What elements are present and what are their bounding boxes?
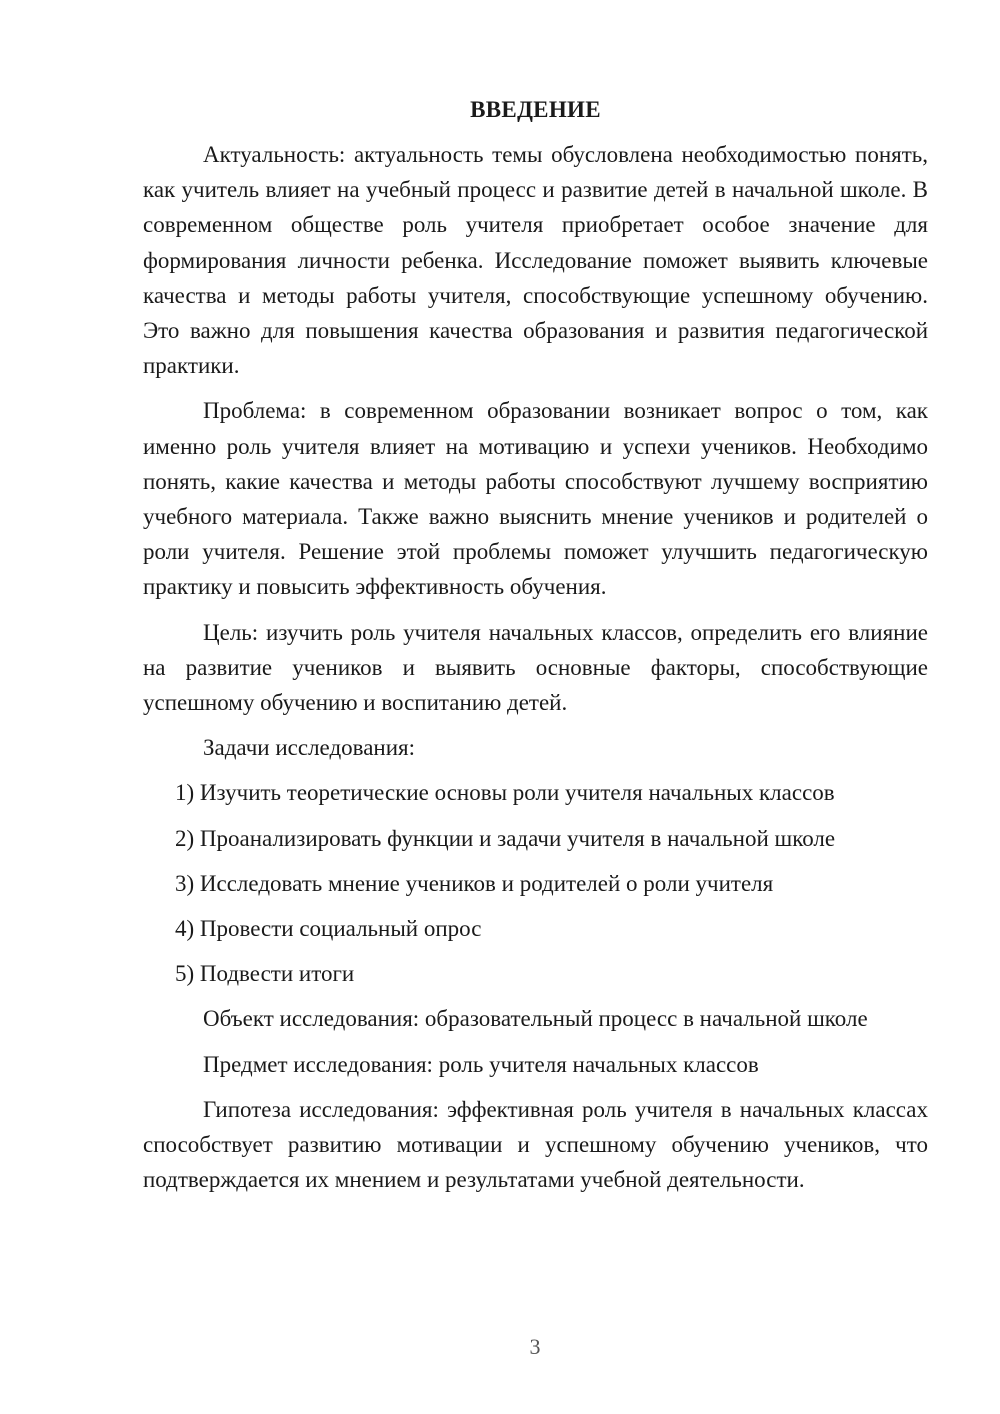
page-content xyxy=(143,92,928,1207)
goal-paragraph: Цель: изучить роль учителя начальных классов, определить его влияние на развитие учеников и выявить основные факторы, способствующие успешному обучению и воспитанию детей. xyxy=(143,619,928,716)
relevance-paragraph: Актуальность: актуальность темы обусловлена необходимостью понять, как учитель влияет на учебный процесс и развитие детей в начальной школе. В современном обществе роль учителя приобретает особое значение для формирования личности ребенка. Исследование поможет выявить ключевые качества и методы работы учителя, способствующие успешному обучению. Это важно для повышения качества образования и развития педагогической практики. xyxy=(143,142,928,379)
task-item-5: 5) Подвести итоги xyxy=(175,961,355,987)
page-number: 3 xyxy=(529,1334,541,1359)
task-item-1: 1) Изучить теоретические основы роли учителя начальных классов xyxy=(175,780,835,806)
subject-paragraph: Предмет исследования: роль учителя начальных классов xyxy=(203,1051,759,1077)
task-item-2: 2) Проанализировать функции и задачи учителя в начальной школе xyxy=(175,825,836,851)
object-paragraph: Объект исследования: образовательный процесс в начальной школе xyxy=(203,1006,868,1032)
task-item-4: 4) Провести социальный опрос xyxy=(175,916,482,942)
tasks-list xyxy=(143,775,928,991)
task-item-3: 3) Исследовать мнение учеников и родителей о роли учителя xyxy=(175,870,774,896)
hypothesis-paragraph: Гипотеза исследования: эффективная роль учителя в начальных классах способствует развитию мотивации и успешному обучению учеников, что подтверждается их мнением и результатами учебной деятельности. xyxy=(143,1096,928,1193)
section-heading: ВВЕДЕНИЕ xyxy=(470,97,601,122)
tasks-intro: Задачи исследования: xyxy=(203,735,416,761)
problem-paragraph: Проблема: в современном образовании возникает вопрос о том, как именно роль учителя влияет на мотивацию и успехи учеников. Необходимо понять, какие качества и методы работы способствуют лучшему восприятию учебного материала. Также важно выяснить мнение учеников и родителей о роли учителя. Решение этой проблемы поможет улучшить педагогическую практику и повысить эффективность обучения. xyxy=(143,398,928,600)
